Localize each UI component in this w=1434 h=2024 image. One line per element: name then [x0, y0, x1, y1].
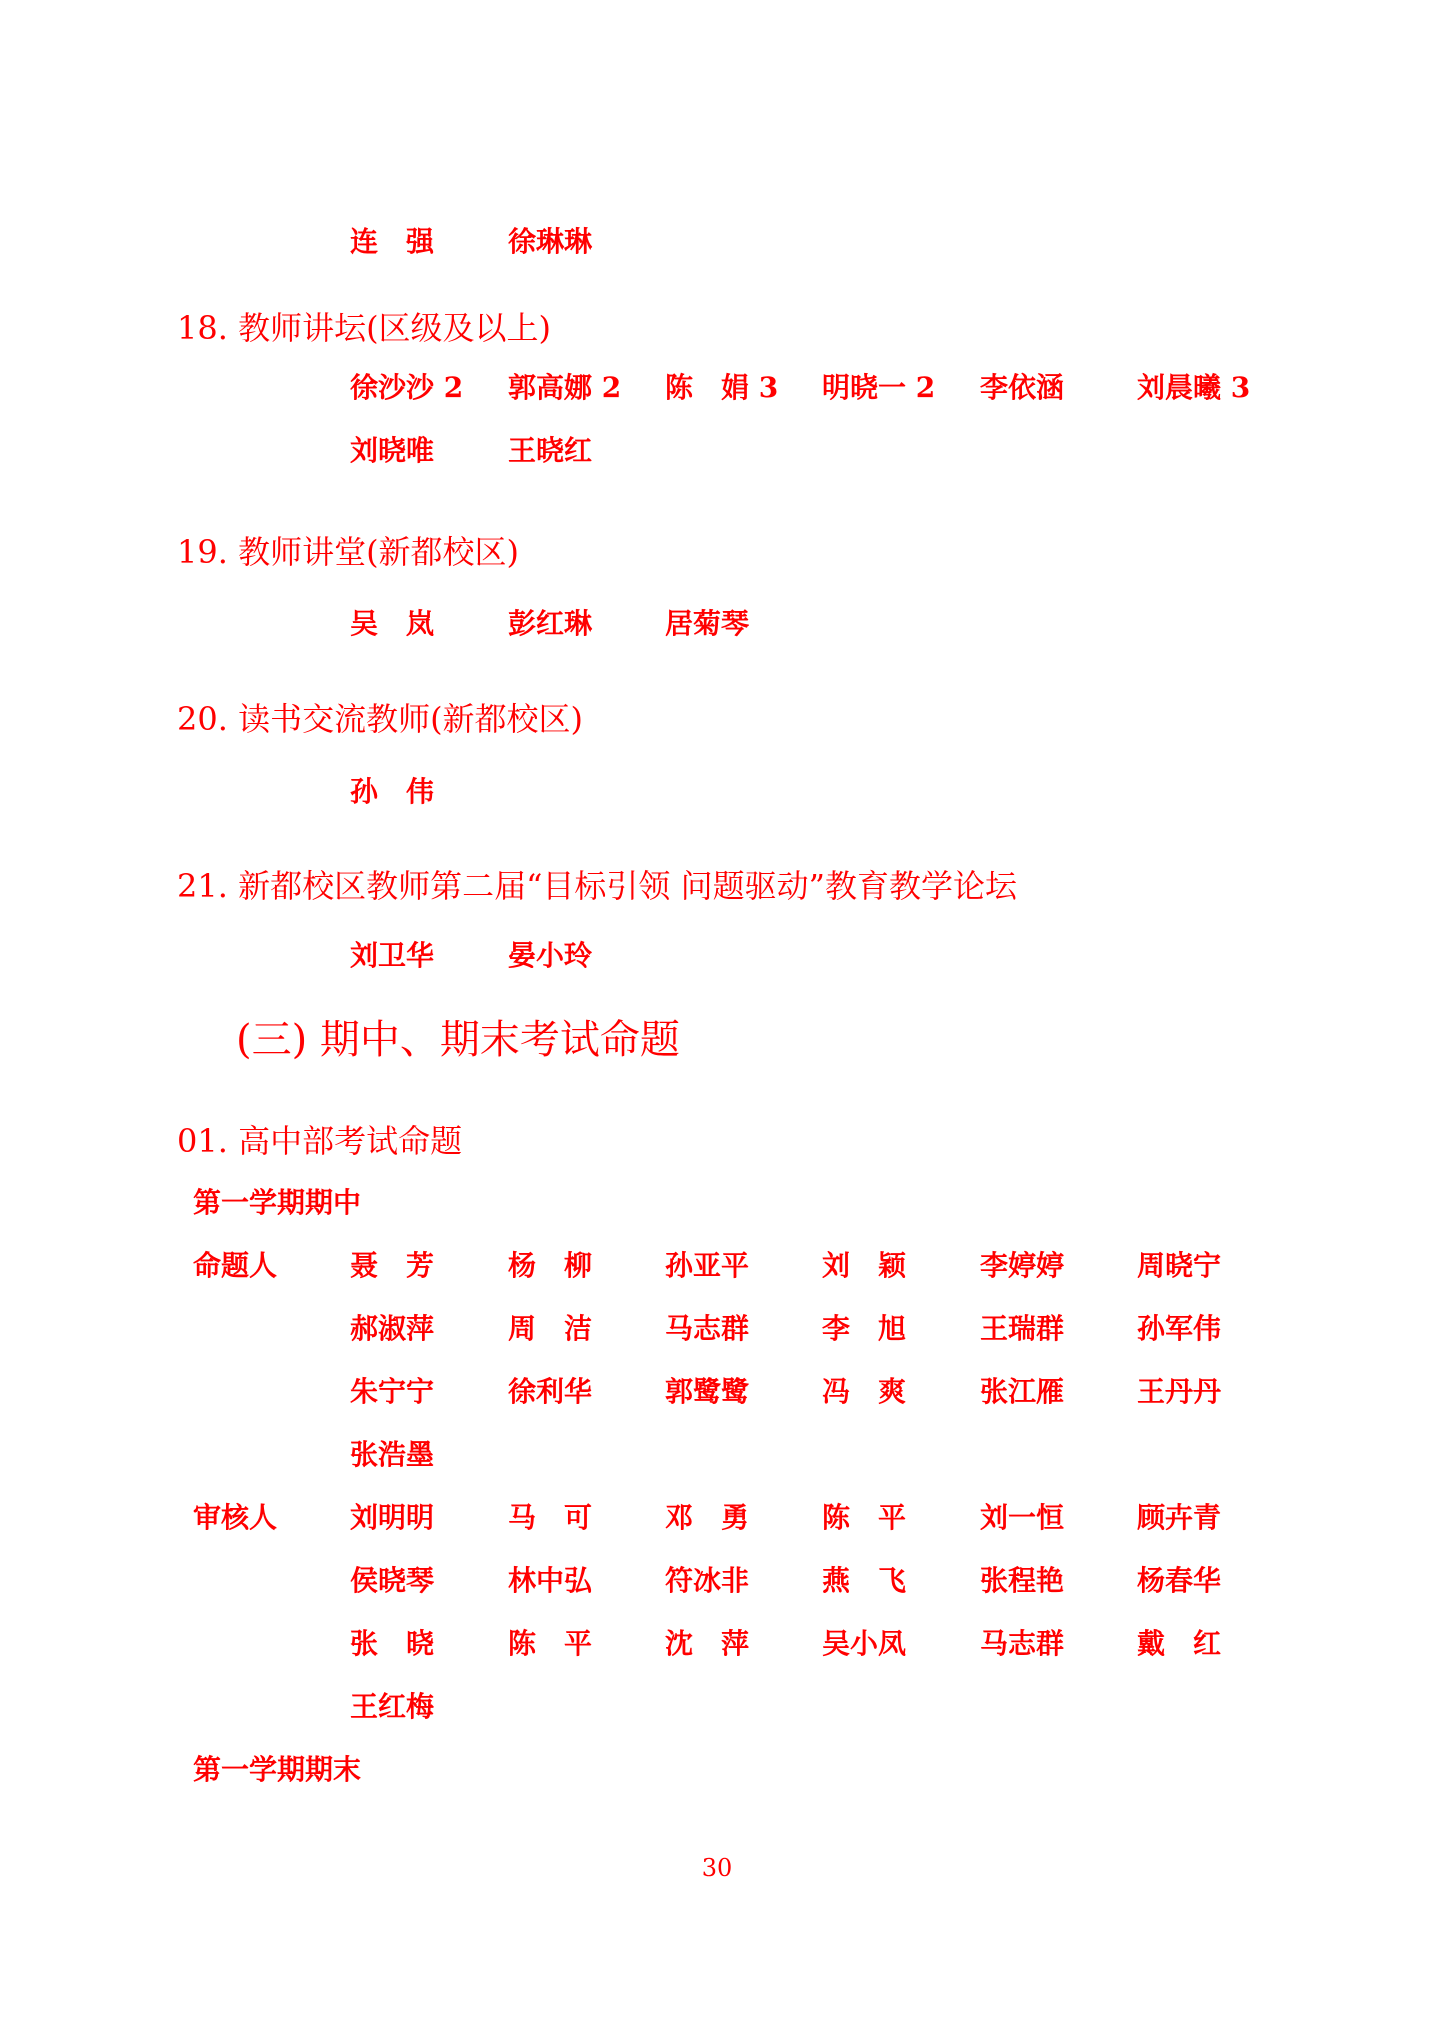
- page-number: 30: [701, 1854, 733, 1882]
- section-heading-21: 21. 新都校区教师第二届“目标引领 问题驱动”教育教学论坛: [177, 867, 1017, 905]
- name: 刘 颖: [822, 1249, 907, 1282]
- name: 吴小凤: [822, 1627, 907, 1660]
- name: 郭高娜 2: [508, 371, 622, 404]
- name: 邓 勇: [665, 1501, 750, 1534]
- part-heading: (三) 期中、期末考试命题: [236, 1017, 680, 1063]
- name: 林中弘: [508, 1564, 593, 1597]
- name: 聂 芳: [350, 1249, 435, 1282]
- name: 马志群: [980, 1627, 1065, 1660]
- name: 刘晓唯: [350, 434, 435, 467]
- name: 徐沙沙 2: [350, 371, 464, 404]
- name: 孙亚平: [665, 1249, 750, 1282]
- name: 刘一恒: [980, 1501, 1065, 1534]
- section-heading-01: 01. 高中部考试命题: [177, 1122, 463, 1160]
- subheading-term1-end: 第一学期期末: [193, 1753, 362, 1786]
- name: 马 可: [508, 1501, 593, 1534]
- name: 刘晨曦 3: [1137, 371, 1251, 404]
- name: 张 晓: [350, 1627, 435, 1660]
- name: 杨 柳: [508, 1249, 593, 1282]
- name: 陈 平: [822, 1501, 907, 1534]
- name: 朱宁宁: [350, 1375, 435, 1408]
- name: 符冰非: [665, 1564, 750, 1597]
- name: 孙 伟: [350, 775, 435, 808]
- name: 明晓一 2: [822, 371, 936, 404]
- name: 陈 娟 3: [665, 371, 779, 404]
- name: 王丹丹: [1137, 1375, 1222, 1408]
- name: 徐利华: [508, 1375, 593, 1408]
- name: 吴 岚: [350, 607, 435, 640]
- name: 周 洁: [508, 1312, 593, 1345]
- name: 王晓红: [508, 434, 593, 467]
- name: 燕 飞: [822, 1564, 907, 1597]
- name: 连 强: [350, 225, 435, 258]
- name: 郭鹭鹭: [665, 1375, 750, 1408]
- name: 孙军伟: [1137, 1312, 1222, 1345]
- name: 李 旭: [822, 1312, 907, 1345]
- name: 顾卉青: [1137, 1501, 1222, 1534]
- name: 戴 红: [1137, 1627, 1222, 1660]
- name: 居菊琴: [665, 607, 750, 640]
- proposer-label: 命题人: [193, 1249, 278, 1282]
- name: 马志群: [665, 1312, 750, 1345]
- name: 张江雁: [980, 1375, 1065, 1408]
- name: 张程艳: [980, 1564, 1065, 1597]
- name: 李依涵: [980, 371, 1065, 404]
- name: 晏小玲: [508, 939, 593, 972]
- name: 沈 萍: [665, 1627, 750, 1660]
- name: 陈 平: [508, 1627, 593, 1660]
- name: 彭红琳: [508, 607, 593, 640]
- reviewer-label: 审核人: [193, 1501, 278, 1534]
- name: 徐琳琳: [508, 225, 593, 258]
- subheading-term1-mid: 第一学期期中: [193, 1186, 362, 1219]
- name: 冯 爽: [822, 1375, 907, 1408]
- name: 侯晓琴: [350, 1564, 435, 1597]
- name: 刘卫华: [350, 939, 435, 972]
- name: 周晓宁: [1137, 1249, 1222, 1282]
- section-heading-19: 19. 教师讲堂(新都校区): [177, 533, 520, 571]
- name: 王红梅: [350, 1690, 435, 1723]
- section-heading-18: 18. 教师讲坛(区级及以上): [177, 309, 552, 347]
- name: 郝淑萍: [350, 1312, 435, 1345]
- name: 李婷婷: [980, 1249, 1065, 1282]
- name: 王瑞群: [980, 1312, 1065, 1345]
- name: 杨春华: [1137, 1564, 1222, 1597]
- section-heading-20: 20. 读书交流教师(新都校区): [177, 700, 584, 738]
- name: 刘明明: [350, 1501, 435, 1534]
- name: 张浩墨: [350, 1438, 435, 1471]
